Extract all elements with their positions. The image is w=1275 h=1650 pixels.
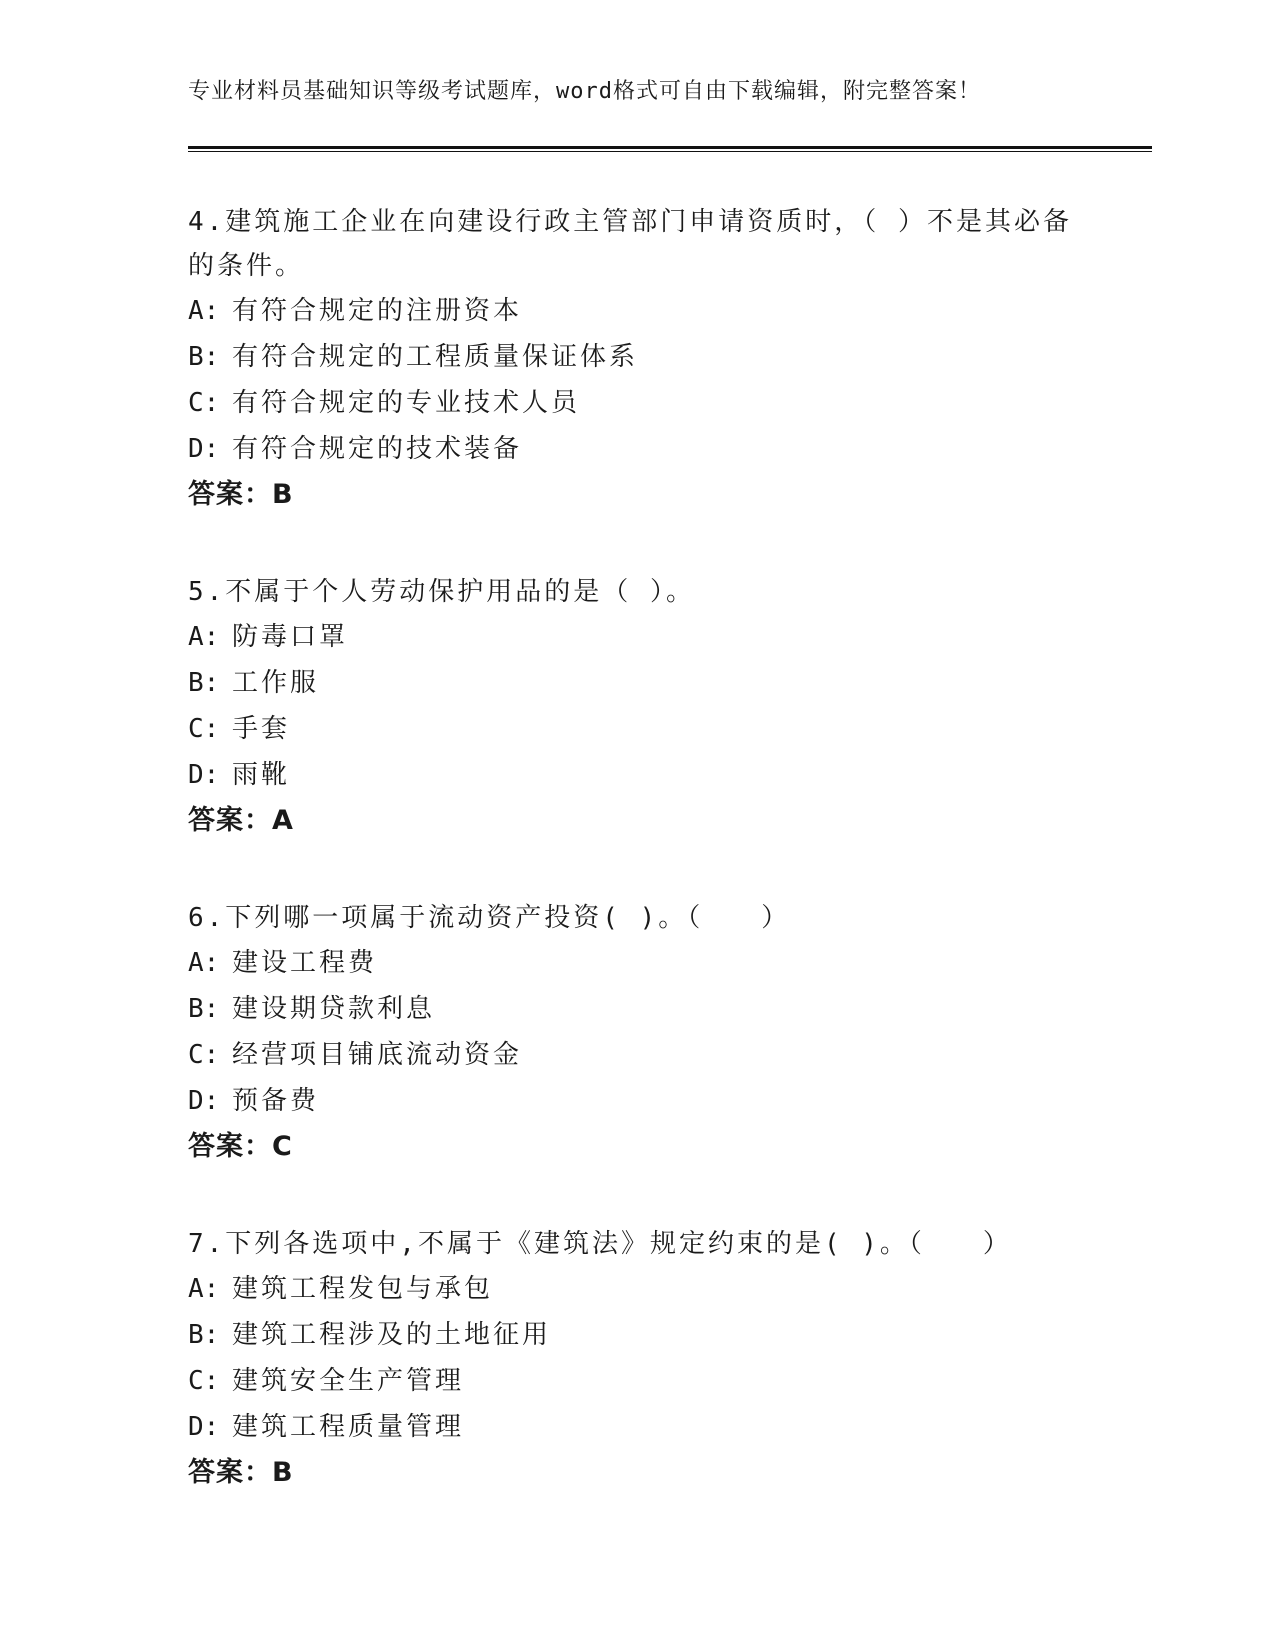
- question-stem: 7.下列各选项中,不属于《建筑法》规定约束的是( )。（ ）: [188, 1229, 1012, 1259]
- option-letter: B:: [188, 1320, 220, 1350]
- option-letter: D:: [188, 760, 220, 790]
- option-a: [188, 940, 1088, 986]
- question-4: [188, 200, 1088, 518]
- option-c: [188, 380, 1088, 426]
- option-letter: C:: [188, 388, 220, 418]
- option-text: 防毒口罩: [232, 622, 349, 652]
- option-text: 建设期贷款利息: [232, 994, 436, 1024]
- option-letter: C:: [188, 1040, 220, 1070]
- option-a: [188, 614, 1088, 660]
- option-b: [188, 1312, 1088, 1358]
- header-rule-thick: [188, 146, 1152, 149]
- option-a: [188, 288, 1088, 334]
- question-7: [188, 1222, 1088, 1496]
- question-stem: 5.不属于个人劳动保护用品的是（ ）。: [188, 577, 695, 607]
- option-text: 建筑工程发包与承包: [232, 1274, 494, 1304]
- option-text: 有符合规定的技术装备: [232, 434, 523, 464]
- page-header: 专业材料员基础知识等级考试题库，word格式可自由下载编辑，附完整答案！: [188, 79, 981, 104]
- option-text: 建筑工程质量管理: [232, 1412, 465, 1442]
- option-letter: D:: [188, 1086, 220, 1116]
- option-letter: A:: [188, 1274, 220, 1304]
- answer-line: 答案：A: [188, 805, 294, 836]
- question-stem: 6.下列哪一项属于流动资产投资( )。（ ）: [188, 903, 791, 933]
- question-list: [188, 200, 1088, 1548]
- header-rule-thin: [188, 151, 1152, 152]
- question-stem: 4.建筑施工企业在向建设行政主管部门申请资质时，（ ）不是其必备的条件。: [188, 207, 1072, 281]
- option-letter: A:: [188, 296, 220, 326]
- answer-line: 答案：B: [188, 1457, 294, 1488]
- answer-line: 答案：B: [188, 479, 294, 510]
- option-text: 经营项目铺底流动资金: [232, 1040, 523, 1070]
- option-d: [188, 1078, 1088, 1124]
- option-text: 有符合规定的注册资本: [232, 296, 523, 326]
- option-d: [188, 1404, 1088, 1450]
- option-c: [188, 706, 1088, 752]
- answer-line: 答案：C: [188, 1131, 293, 1162]
- option-letter: D:: [188, 434, 220, 464]
- option-d: [188, 426, 1088, 472]
- option-letter: B:: [188, 994, 220, 1024]
- option-c: [188, 1032, 1088, 1078]
- option-letter: A:: [188, 948, 220, 978]
- option-text: 手套: [232, 714, 291, 744]
- option-letter: B:: [188, 342, 220, 372]
- option-a: [188, 1266, 1088, 1312]
- option-text: 雨靴: [232, 760, 291, 790]
- option-letter: C:: [188, 714, 220, 744]
- option-letter: A:: [188, 622, 220, 652]
- option-letter: C:: [188, 1366, 220, 1396]
- option-text: 建设工程费: [232, 948, 378, 978]
- question-5: [188, 570, 1088, 844]
- option-b: [188, 660, 1088, 706]
- option-text: 建筑工程涉及的土地征用: [232, 1320, 552, 1350]
- option-letter: D:: [188, 1412, 220, 1442]
- option-text: 有符合规定的专业技术人员: [232, 388, 581, 418]
- option-b: [188, 334, 1088, 380]
- option-d: [188, 752, 1088, 798]
- option-b: [188, 986, 1088, 1032]
- option-text: 建筑安全生产管理: [232, 1366, 465, 1396]
- option-c: [188, 1358, 1088, 1404]
- option-text: 工作服: [232, 668, 320, 698]
- question-6: [188, 896, 1088, 1170]
- option-text: 有符合规定的工程质量保证体系: [232, 342, 639, 372]
- option-letter: B:: [188, 668, 220, 698]
- option-text: 预备费: [232, 1086, 320, 1116]
